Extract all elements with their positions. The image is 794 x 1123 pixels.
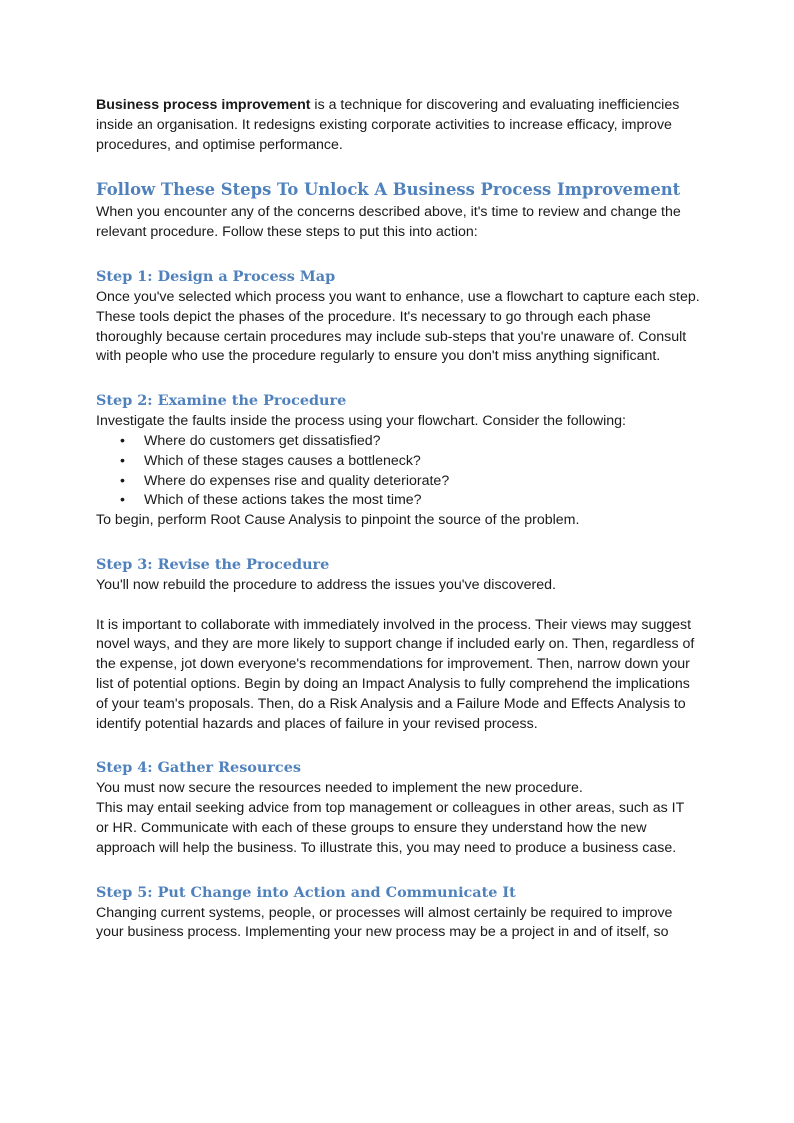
list-item: • Which of these stages causes a bottleneck?	[96, 452, 700, 472]
step1-heading: Step 1: Design a Process Map	[96, 267, 336, 285]
step5-heading: Step 5: Put Change into Action and Communicate It	[96, 883, 516, 901]
step4-paragraph-1: You must now secure the resources needed to implement the new procedure.	[96, 780, 583, 797]
document-page	[96, 96, 700, 943]
main-heading: Follow These Steps To Unlock A Business Process Improvement	[96, 180, 681, 200]
list-item: • Where do expenses rise and quality deteriorate?	[96, 472, 700, 492]
step3-paragraph-1: You'll now rebuild the procedure to address the issues you've discovered.	[96, 576, 556, 593]
list-item: • Which of these actions takes the most time?	[96, 491, 700, 511]
step4-paragraph-2: This may entail seeking advice from top management or colleagues in other areas, such as IT or HR. Communicate with each of these groups to ensure they understand how the new approach will help the business. To illustrate this, you may need to produce a business case.	[96, 800, 685, 856]
step3-paragraph-2: It is important to collaborate with immediately involved in the process. Their views may suggest novel ways, and they are more likely to support change if included early on. Then, regardless of the expense, jot down everyone's recommendations for improvement. Then, narrow down your list of potential options. Begin by doing an Impact Analysis to fully comprehend the implications of your team's proposals. Then, do a Risk Analysis and a Failure Mode and Effects Analysis to identify potential hazards and places of failure in your revised process.	[96, 616, 695, 732]
intro-paragraph	[96, 96, 700, 155]
intro-bold-term: Business process improvement	[96, 97, 311, 113]
intro-text: is a technique for discovering and evaluating inefficiencies inside an organisation. It redesigns existing corporate activities to increase efficacy, improve procedures, and optimise performance.	[96, 97, 680, 153]
step5-paragraph: Changing current systems, people, or processes will almost certainly be required to improve your business process. Implementing your new process may be a project in and of itself, so	[96, 904, 673, 941]
step2-heading: Step 2: Examine the Procedure	[96, 392, 347, 410]
step2-bullet-list	[96, 432, 700, 511]
step4-heading: Step 4: Gather Resources	[96, 759, 301, 777]
step3-heading: Step 3: Revise the Procedure	[96, 555, 330, 573]
step2-intro: Investigate the faults inside the process using your flowchart. Consider the following:	[96, 413, 626, 430]
main-intro-paragraph: When you encounter any of the concerns described above, it's time to review and change the relevant procedure. Follow these steps to put this into action:	[96, 204, 681, 241]
step2-outro: To begin, perform Root Cause Analysis to pinpoint the source of the problem.	[96, 512, 580, 529]
list-item: • Where do customers get dissatisfied?	[96, 432, 700, 452]
step1-paragraph: Once you've selected which process you want to enhance, use a flowchart to capture each step. These tools depict the phases of the procedure. It's necessary to go through each phase thoroughly because certain procedures may include sub-steps that you're unaware of. Consult with people who use the procedure regularly to ensure you don't miss anything significant.	[96, 288, 700, 365]
